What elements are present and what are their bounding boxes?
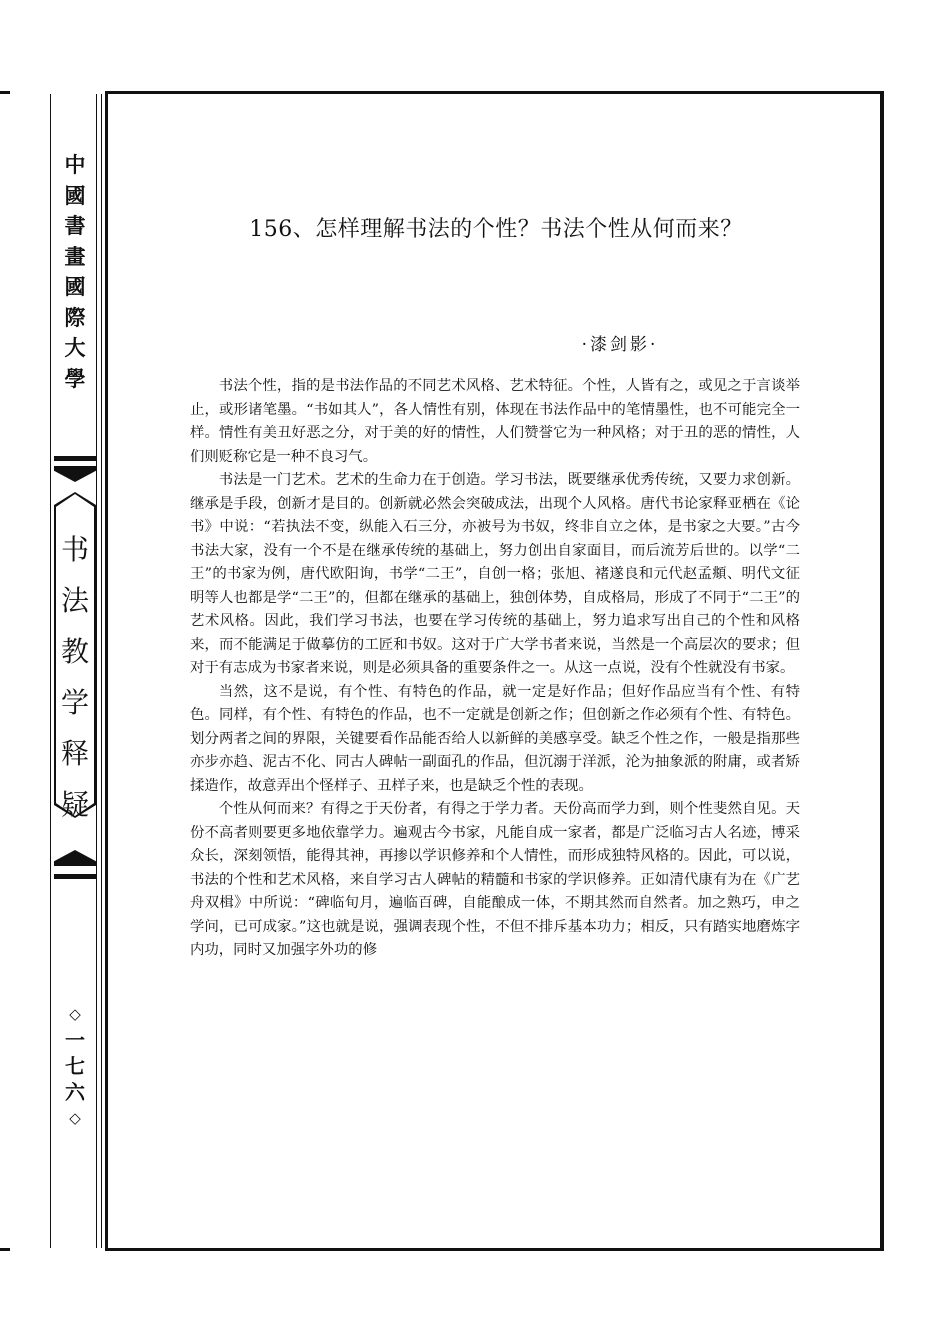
- university-name-char: 國: [64, 183, 86, 208]
- frame-left-edge: [0, 91, 10, 1251]
- spine-line-inner: [101, 94, 102, 1248]
- university-name-char: 際: [64, 305, 86, 330]
- book-title-char: 书: [60, 533, 89, 566]
- book-title-char: 释: [60, 737, 89, 770]
- book-title-char: 疑: [60, 788, 89, 821]
- diamond-icon: ◇: [69, 1109, 81, 1127]
- page-number-digit: 七: [65, 1054, 85, 1078]
- page-number: [50, 1001, 100, 1131]
- book-title-char: 法: [60, 584, 89, 617]
- page-number-digit: 一: [65, 1028, 85, 1052]
- paragraph: 书法是一门艺术。艺术的生命力在于创造。学习书法，既要继承优秀传统，又要力求创新。继承是手段，创新才是目的。创新就必然会突破成法，出现个人风格。唐代书论家释亚栖在《论书》中说：“若执法不变，纵能入石三分，亦被号为书奴，终非自立之体，是书家之大要。”古今书法大家，没有一个不是在继承传统的基础上，努力创出自家面目，而后流芳后世的。以学“二王”的书家为例，唐代欧阳询，书学“二王”，自创一格；张旭、褚遂良和元代赵孟頫、明代文征明等人也都是学“二王”的，但都在继承的基础上，独创体势，自成格局，形成了不同于“二王”的艺术风格。因此，我们学习书法，也要在学习传统的基础上，努力追求写出自己的个性和风格来，而不能满足于做摹仿的工匠和书奴。这对于广大学书者来说，当然是一个高层次的要求；但对于有志成为书家者来说，则是必须具备的重要条件之一。从这一点说，没有个性就没有书家。: [190, 472, 800, 676]
- university-name-char: 畫: [64, 244, 86, 269]
- page-number-digit: 六: [65, 1080, 85, 1104]
- university-name-char: 國: [64, 275, 86, 299]
- university-name-char: 書: [64, 214, 86, 238]
- book-title-char: 教: [60, 635, 89, 668]
- university-name-char: 大: [64, 336, 86, 360]
- ornament-bar-top: [54, 456, 96, 461]
- author-byline: ·漆剑影·: [581, 335, 659, 355]
- university-name-char: 學: [64, 366, 86, 391]
- diamond-icon: ◇: [69, 1005, 81, 1023]
- university-name: [50, 150, 100, 394]
- article-body: [190, 375, 800, 963]
- paragraph: 当然，这不是说，有个性、有特色的作品，就一定是好作品；但好作品应当有个性、有特色。同样，有个性、有特色的作品，也不一定就是创新之作；但创新之作必须有个性、有特色。划分两者之间的界限，关键要看作品能否给人以新鲜的美感享受。缺乏个性之作，一般是指那些亦步亦趋、泥古不化、同古人碑帖一副面孔的作品，但沉溺于洋派，沦为抽象派的附庸，或者矫揉造作，故意弄出个怪样子、丑样子来，也是缺乏个性的表现。: [190, 683, 800, 794]
- university-name-char: 中: [64, 153, 86, 177]
- book-title: [50, 524, 100, 830]
- article-title: 156、怎样理解书法的个性？书法个性从何而来？: [249, 217, 743, 242]
- book-title-char: 学: [60, 686, 89, 719]
- paragraph: 个性从何而来？有得之于天份者，有得之于学力者。天份高而学力到，则个性斐然自见。天份不高者则要更多地依靠学力。遍观古今书家，凡能自成一家者，都是广泛临习古人名迹，博采众长，深刻领悟，能得其神，再掺以学识修养和个人情性，而形成独特风格的。因此，可以说，书法的个性和艺术风格，来自学习古人碑帖的精髓和书家的学识修养。正如清代康有为在《广艺舟双楫》中所说：“碑临旬月，遍临百碑，自能酿成一体，不期其然而自然者。加之熟巧，申之学问，已可成家。”这也就是说，强调表现个性，不但不排斥基本功力；相反，只有踏实地磨炼字内功，同时又加强字外功的修: [190, 801, 800, 958]
- ornament-bar-bottom: [54, 874, 96, 879]
- sidebar: [50, 94, 100, 1248]
- ornament-ribbon-bottom: [54, 850, 96, 866]
- ornament-ribbon-top: [54, 466, 96, 482]
- paragraph: 书法个性，指的是书法作品的不同艺术风格、艺术特征。个性，人皆有之，或见之于言谈举止，或形诸笔墨。“书如其人”，各人情性有别，体现在书法作品中的笔情墨性，也不可能完全一样。情性有美丑好恶之分，对于美的好的情性，人们赞誉它为一种风格；对于丑的恶的情性，人们则贬称它是一种不良习气。: [190, 378, 800, 465]
